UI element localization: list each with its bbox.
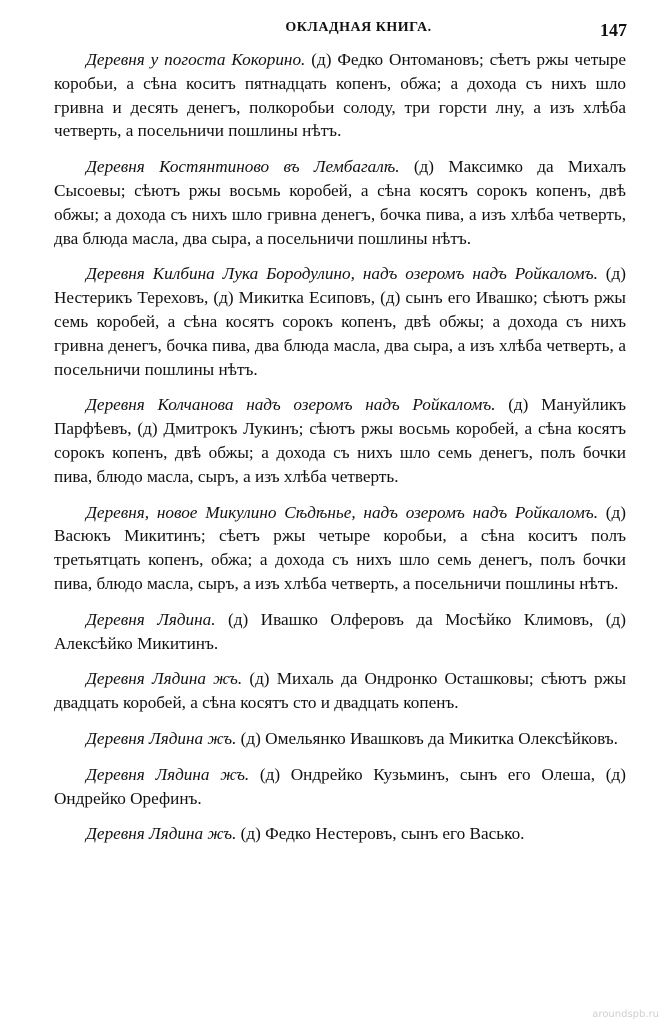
entry-text: (д) Максимко да Михалъ Сысоевы; сѣютъ ржы восьмь коробей, а сѣна косятъ сорокъ копенъ, двѣ обжы; а дохода съ нихъ шло гривна денегъ, бочка пива, а изъ хлѣба четверть, два блюда масла, два сыра, а посельничи пошлины нѣтъ. (54, 157, 627, 248)
village-entry (54, 763, 626, 811)
village-entry (54, 727, 626, 751)
header-title: ОКЛАДНАЯ КНИГА. (285, 20, 432, 35)
village-name: Деревня Лядина жъ. (86, 824, 237, 844)
village-name: Деревня у погоста Кокорино. (86, 50, 306, 69)
village-name: Деревня Лядина. (86, 609, 216, 629)
entry-text: (д) Федко Онтомановъ; сѣетъ ржы четыре коробьи, а сѣна коситъ пятнадцать копенъ, обжа; а дохода съ нихъ шло гривна и десять денегъ, полкоробьи солоду, три горсти лну, а изъ хлѣба четверть, а посельничи пошлины нѣтъ. (54, 50, 626, 141)
village-name: Деревня Килбина Лука Бородулино, надъ озеромъ надъ Ройкаломъ. (86, 264, 598, 284)
running-header (90, 20, 627, 44)
village-name: Деревня Лядина жъ. (86, 669, 243, 689)
village-name: Деревня Колчанова надъ озеромъ надъ Ройкаломъ. (86, 395, 496, 415)
village-name: Деревня Лядина жъ. (86, 764, 250, 784)
village-entry (54, 48, 626, 143)
entry-text: (д) Нестерикъ Тереховъ, (д) Микитка Есиповъ, (д) сынъ его Ивашко; сѣютъ ржы семь коробей, а сѣна косятъ сорокъ копенъ, двѣ обжы; а дохода съ нихъ гривна денегъ, бочка пива, два блюда масла, два сыра, а изъ хлѣба четверть, а посельничи пошлины нѣтъ. (54, 264, 626, 379)
village-name: Деревня, новое Микулино Сѣдѣнье, надъ озеромъ надъ Ройкаломъ. (86, 502, 599, 522)
entry-text: (д) Ондрейко Кузьминъ, сынъ его Олеша, (д) Ондрейко Орефинъ. (54, 764, 626, 808)
entry-text: (д) Михаль да Ондронко Осташковы; сѣютъ ржы двадцать коробей, а сѣна косятъ сто и двадцать копенъ. (54, 669, 627, 713)
village-name: Деревня Костянтиново въ Лембагалѣ. (86, 157, 400, 177)
village-entry (54, 608, 626, 656)
village-entry (54, 155, 626, 250)
watermark: aroundspb.ru (592, 1009, 659, 1020)
page-body (54, 48, 626, 858)
entry-text: (д) Васюкъ Микитинъ; сѣетъ ржы четыре коробьи, а сѣна коситъ полъ третьятцать копенъ, обжа; а дохода съ нихъ шло семь денегъ, полъ бочки пива, блюдо масла, сыръ, а изъ хлѣба четверть, а посельничи пошлины нѣтъ. (54, 502, 626, 593)
village-entry (54, 262, 626, 381)
village-entry (54, 822, 626, 846)
entry-text: (д) Федко Нестеровъ, сынъ его Васько. (236, 824, 525, 844)
village-entry (54, 393, 626, 488)
entry-text: (д) Ивашко Олферовъ да Мосѣйко Климовъ, (д) Алексѣйко Микитинъ. (54, 609, 626, 653)
entry-text: (д) Омельянко Ивашковъ да Микитка Олексѣйковъ. (236, 728, 618, 748)
entry-text: (д) Мануйликъ Парфѣевъ, (д) Дмитрокъ Лукинъ; сѣютъ ржы восьмь коробей, а сѣна косятъ сорокъ копенъ, двѣ обжы; а дохода съ нихъ шло семь денегъ, полъ бочки пива, блюдо масла, сыръ, а изъ хлѣба четверть. (54, 395, 627, 486)
village-entry (54, 501, 626, 596)
page-number: 147 (600, 20, 627, 40)
village-name: Деревня Лядина жъ. (86, 728, 237, 748)
village-entry (54, 667, 626, 715)
